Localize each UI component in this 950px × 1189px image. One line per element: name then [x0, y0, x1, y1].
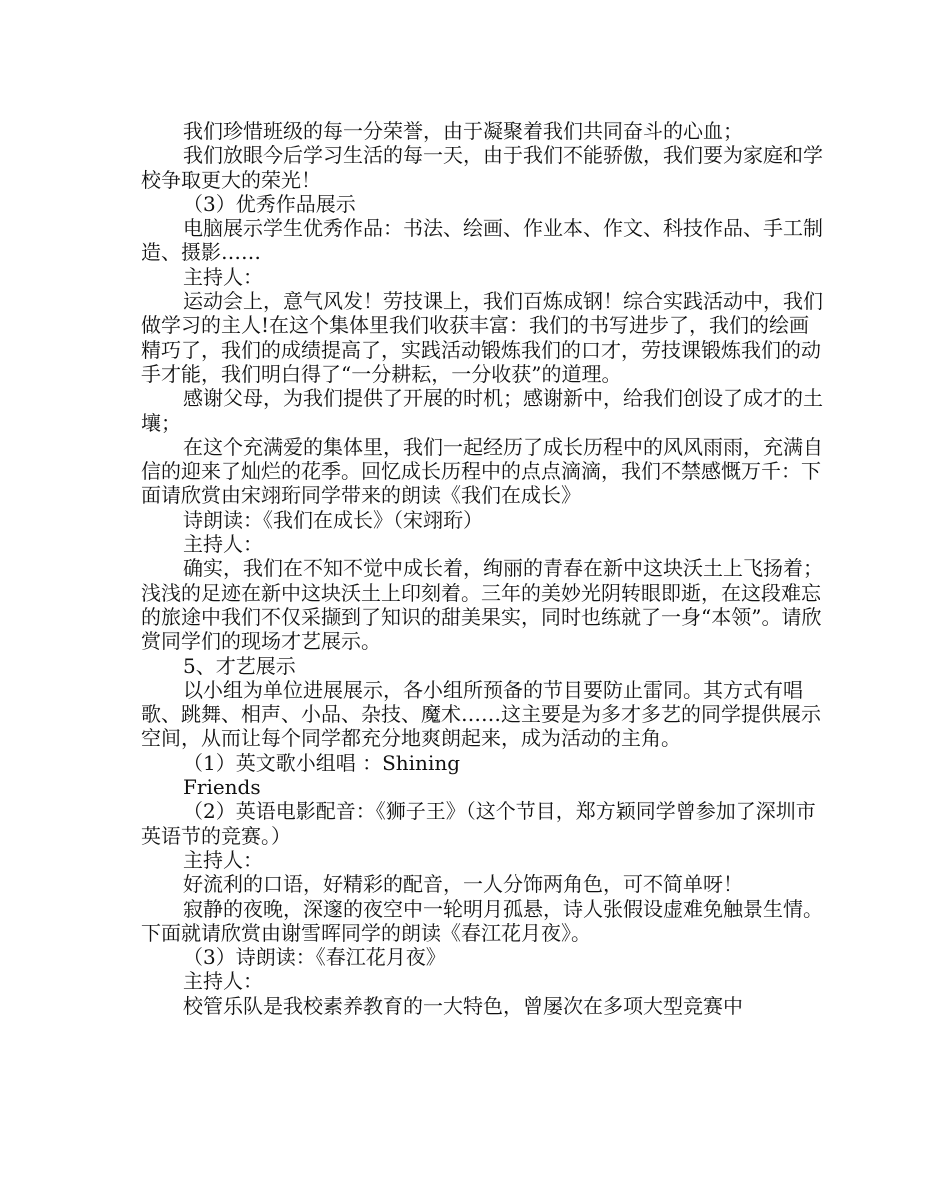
section-heading-works: （3）优秀作品展示 [183, 191, 356, 216]
host-label: 主持人： [183, 969, 263, 994]
item-poem-reading-2: （3）诗朗读：《春江花月夜》 [183, 945, 446, 970]
document-body [141, 119, 827, 1018]
item-movie-dubbing: （2）英语电影配音：《狮子王》（这个节目，郑方颖同学曾参加了深圳市英语节的竞赛。） [141, 799, 816, 848]
paragraph-1: 我们珍惜班级的每一分荣誉，由于凝聚着我们共同奋斗的心血； [183, 119, 743, 143]
paragraph-night: 寂静的夜晚，深邃的夜空中一轮明月孤悬，诗人张假设虚难免触景生情。下面就请欣赏由谢雪晖同学的朗读《春江花月夜》。 [141, 896, 823, 945]
paragraph-band: 校管乐队是我校素养教育的一大特色，曾屡次在多项大型竞赛中 [183, 993, 743, 1018]
host-label: 主持人： [183, 264, 263, 289]
item-english-song-cont: Friends [183, 775, 261, 800]
host-label: 主持人： [183, 532, 263, 557]
paragraph-sports: 运动会上，意气风发！劳技课上，我们百炼成钢！综合实践活动中，我们做学习的主人!在这个集体里我们收获丰富：我们的书写进步了，我们的绘画精巧了，我们的成绩提高了，实践活动锻炼我们的口才，劳技课锻炼我们的动手才能，我们明白得了“一分耕耘，一分收获”的道理。 [141, 289, 823, 386]
poem-reading-1: 诗朗读：《我们在成长》（宋翊珩） [183, 507, 483, 532]
paragraph-growth: 确实，我们在不知不觉中成长着，绚丽的青春在新中这块沃土上飞扬着；浅浅的足迹在新中这块沃土上印刻着。三年的美妙光阴转眼即逝，在这段难忘的旅途中我们不仅采撷到了知识的甜美果实，同时也练就了一身“本领”。请欣赏同学们的现场才艺展示。 [141, 556, 823, 654]
host-label: 主持人： [183, 847, 263, 872]
paragraph-2: 我们放眼今后学习生活的每一天，由于我们不能骄傲，我们要为家庭和学校争取更大的荣光！ [141, 143, 823, 192]
paragraph-talent-intro: 以小组为单位进展展示，各小组所预备的节目要防止雷同。其方式有唱歌、跳舞、相声、小品、杂技、魔术……这主要是为多才多艺的同学提供展示空间，从而让每个同学都充分地爽朗起来，成为活动的主角。 [141, 677, 821, 751]
item-english-song: （1）英文歌小组唱 ：Shining [183, 750, 461, 775]
paragraph-thanks: 感谢父母，为我们提供了开展的时机；感谢新中，给我们创设了成才的土壤； [141, 386, 823, 435]
paragraph-praise: 好流利的口语，好精彩的配音，一人分饰两角色，可不简单呀！ [183, 872, 743, 897]
section-heading-talent: 5、才艺展示 [183, 653, 296, 678]
paragraph-collective: 在这个充满爱的集体里，我们一起经历了成长历程中的风风雨雨，充满自信的迎来了灿烂的花季。回忆成长历程中的点点滴滴，我们不禁感慨万千：下面请欣赏由宋翊珩同学带来的朗读《我们在成长》 [141, 434, 823, 508]
paragraph-works-display: 电脑展示学生优秀作品：书法、绘画、作业本、作文、科技作品、手工制造、摄影…… [141, 216, 823, 265]
